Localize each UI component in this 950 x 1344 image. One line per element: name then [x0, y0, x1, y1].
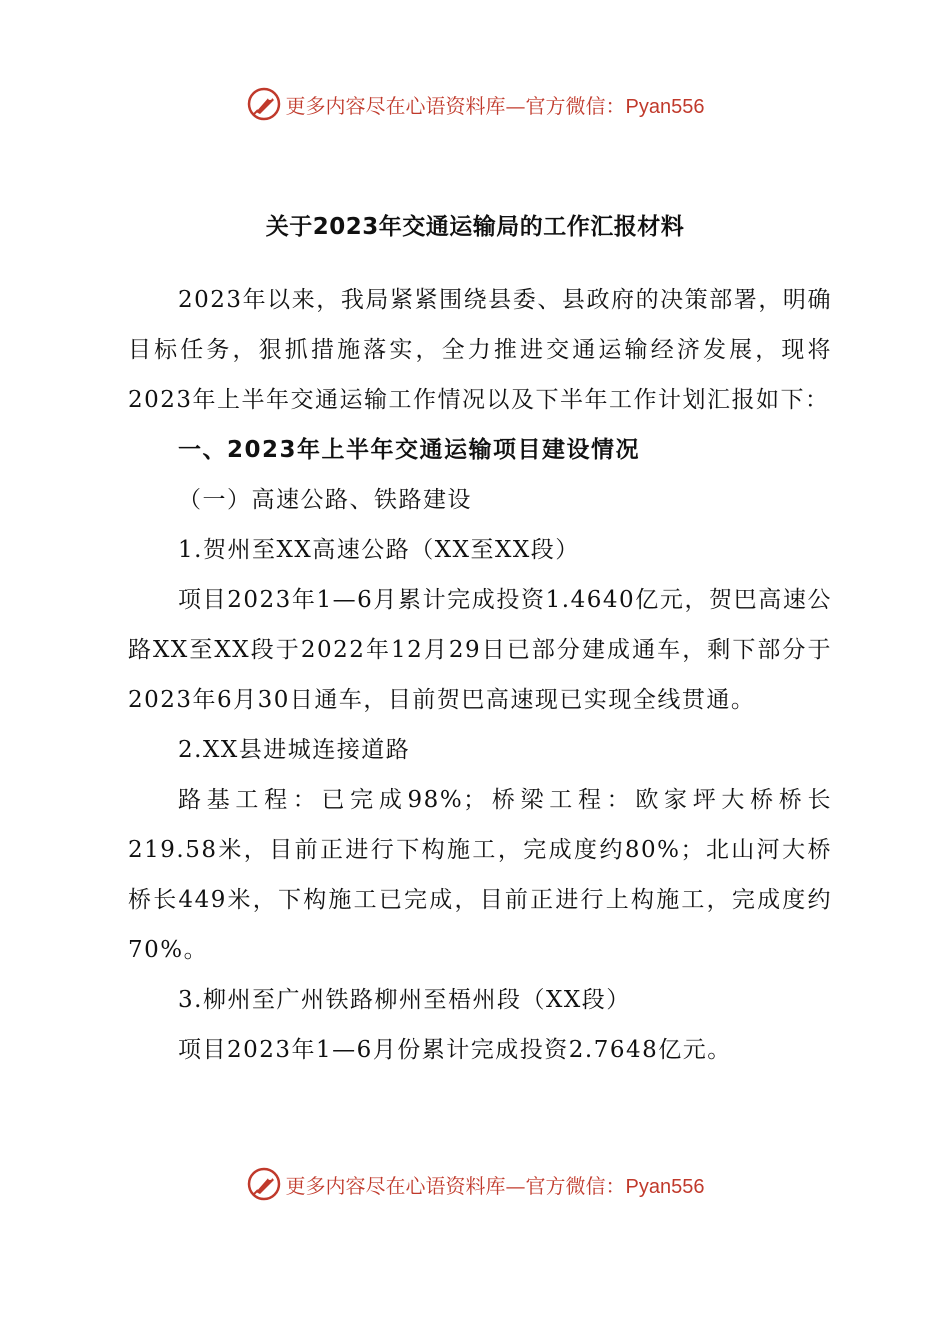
pen-nib-seal-icon — [246, 1166, 282, 1202]
item-body: 路基工程：已完成98%；桥梁工程：欧家坪大桥桥长219.58米，目前正进行下构施工，完成度约80%；北山河大桥桥长449米，下构施工已完成，目前正进行上构施工，完成度约70%。 — [128, 787, 832, 963]
document-body — [128, 275, 832, 1075]
watermark-banner-bottom — [0, 1164, 950, 1204]
subsection-heading: （一）高速公路、铁路建设 — [178, 487, 472, 513]
watermark-banner-top — [0, 84, 950, 124]
item-title: 3.柳州至广州铁路柳州至梧州段（XX段） — [178, 987, 631, 1013]
section-heading: 一、2023年上半年交通运输项目建设情况 — [178, 437, 641, 463]
wechat-id: Pyan556 — [625, 95, 705, 118]
document-title: 关于2023年交通运输局的工作汇报材料 — [265, 214, 685, 240]
intro-paragraph: 2023年以来，我局紧紧围绕县委、县政府的决策部署，明确目标任务，狠抓措施落实，全力推进交通运输经济发展，现将2023年上半年交通运输工作情况以及下半年工作计划汇报如下： — [128, 287, 832, 413]
item-title: 1.贺州至XX高速公路（XX至XX段） — [178, 537, 580, 563]
item-body: 项目2023年1—6月份累计完成投资2.7648亿元。 — [178, 1037, 732, 1063]
wechat-id: Pyan556 — [625, 1175, 705, 1198]
item-body: 项目2023年1—6月累计完成投资1.4640亿元，贺巴高速公路XX至XX段于2022年12月29日已部分建成通车，剩下部分于2023年6月30日通车，目前贺巴高速现已实现全线贯通。 — [128, 587, 832, 713]
item-title: 2.XX县进城连接道路 — [178, 737, 411, 763]
pen-nib-seal-icon — [246, 86, 282, 122]
watermark-text: 更多内容尽在心语资料库—官方微信：Pyan556 — [285, 1173, 705, 1198]
watermark-text: 更多内容尽在心语资料库—官方微信：Pyan556 — [285, 93, 705, 118]
